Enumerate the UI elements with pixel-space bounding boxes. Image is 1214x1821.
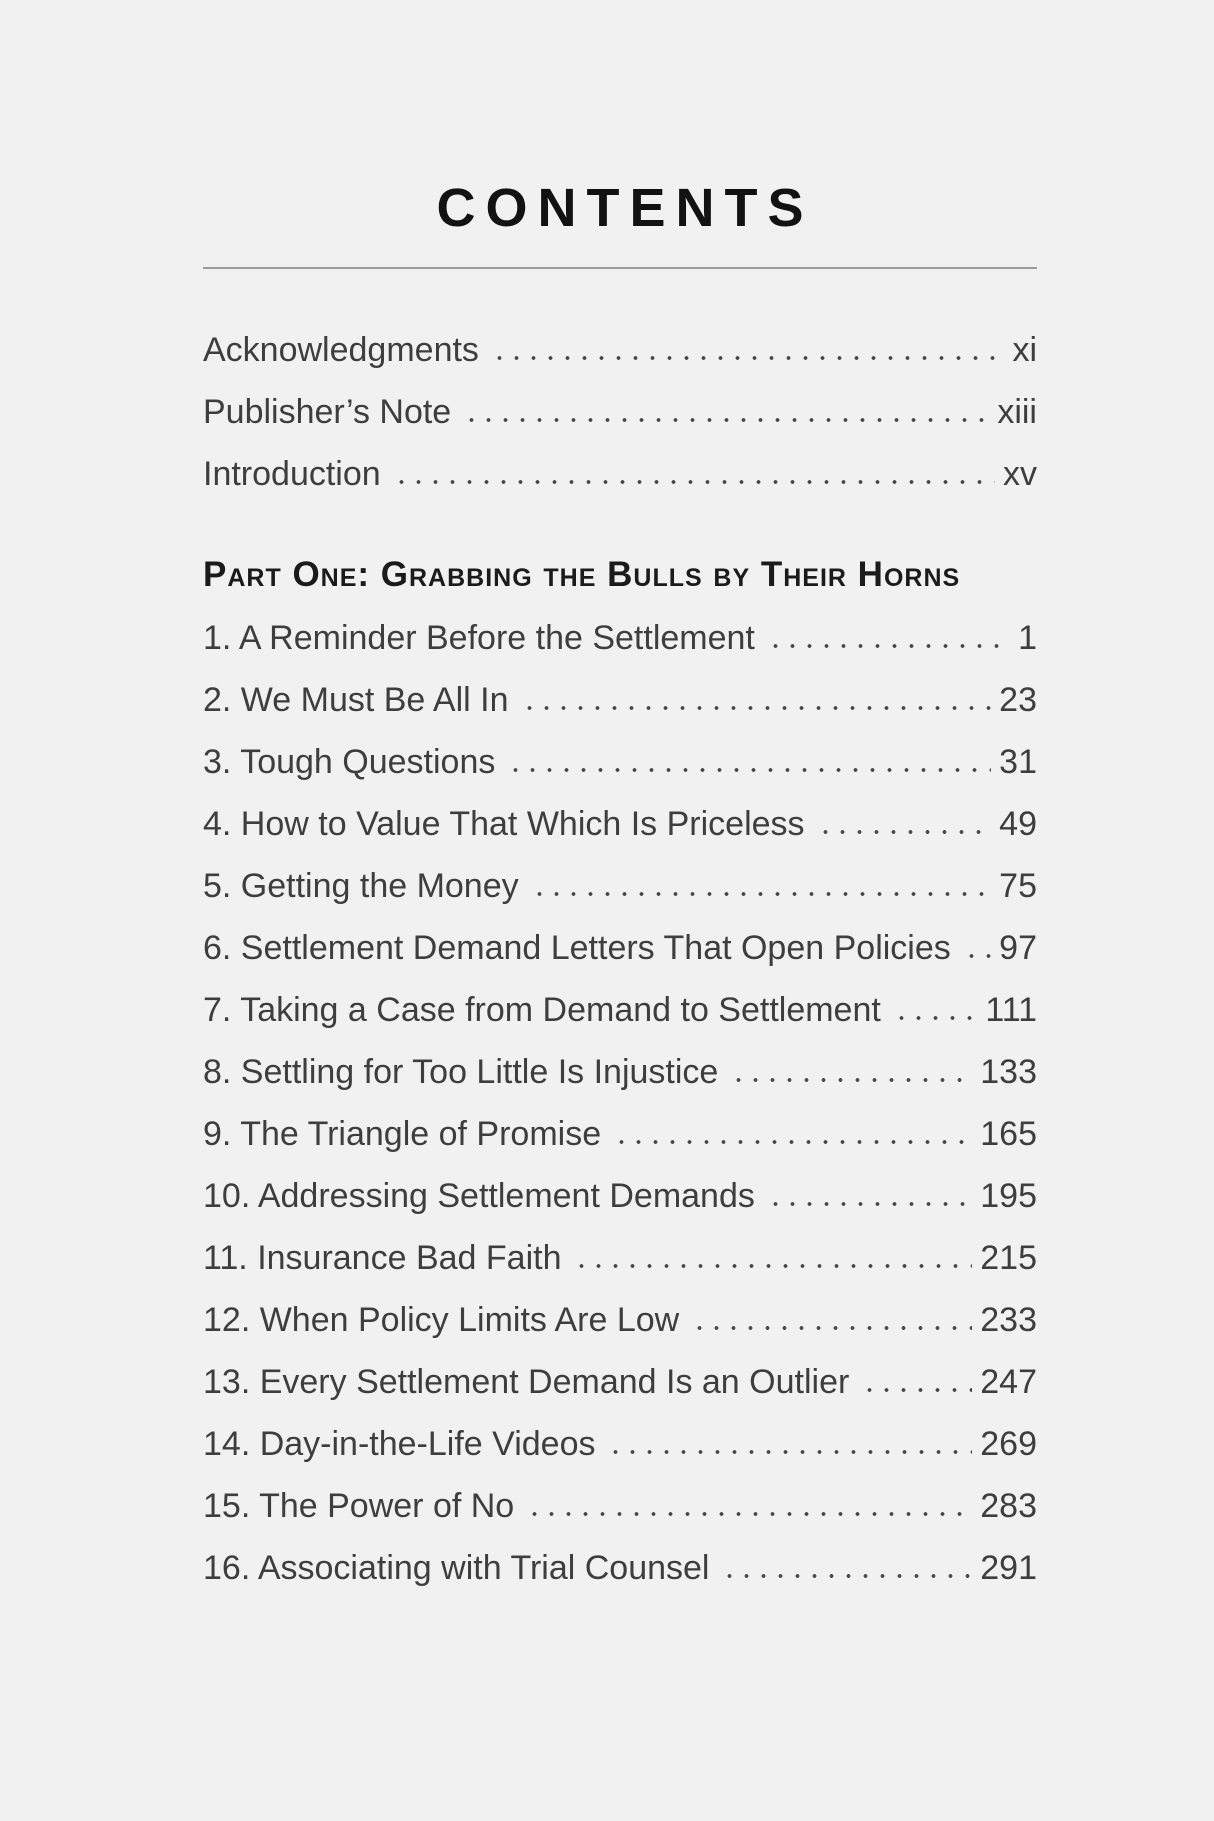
toc-entry-label: 3. Tough Questions (203, 742, 496, 781)
toc-entry-page-number: 97 (999, 928, 1037, 967)
dot-leader (573, 1261, 972, 1269)
toc-entry-page-number: 233 (980, 1300, 1037, 1339)
dot-leader (613, 1137, 972, 1145)
toc-entry-label: 13. Every Settlement Demand Is an Outlier (203, 1362, 850, 1401)
toc-entry-label: 4. How to Value That Which Is Priceless (203, 804, 805, 843)
toc-entry-label: Publisher’s Note (203, 392, 452, 431)
toc-entry-page-number: 49 (999, 804, 1037, 843)
toc-entry-label: 2. We Must Be All In (203, 680, 509, 719)
dot-leader (526, 1509, 972, 1517)
dot-leader (463, 415, 989, 423)
toc-entry (203, 319, 1037, 381)
toc-entry (203, 607, 1037, 669)
toc-entry-label: 5. Getting the Money (203, 866, 519, 905)
dot-leader (963, 951, 991, 959)
toc-entry-label: 12. When Policy Limits Are Low (203, 1300, 680, 1339)
toc-entry-page-number: 283 (980, 1486, 1037, 1525)
toc-entry-label: 7. Taking a Case from Demand to Settlement (203, 990, 881, 1029)
toc-entry-page-number: 291 (980, 1548, 1037, 1587)
toc-entry (203, 1413, 1037, 1475)
toc-entry-page-number: xi (1012, 330, 1037, 369)
toc-entry-page-number: xiii (997, 392, 1037, 431)
toc-entry-label: 8. Settling for Too Little Is Injustice (203, 1052, 719, 1091)
toc-entry-label: Acknowledgments (203, 330, 479, 369)
toc-entry-page-number: xv (1003, 454, 1037, 493)
dot-leader (767, 1199, 972, 1207)
toc-entry-page-number: 111 (985, 990, 1037, 1029)
toc-entry-page-number: 23 (999, 680, 1037, 719)
toc-entry-label: 9. The Triangle of Promise (203, 1114, 602, 1153)
toc-entry (203, 1103, 1037, 1165)
dot-leader (691, 1323, 972, 1331)
toc-entry (203, 979, 1037, 1041)
toc-entry-page-number: 133 (980, 1052, 1037, 1091)
part-one-heading: Part One: Grabbing the Bulls by Their Horns (203, 554, 961, 594)
toc-entry-label: Introduction (203, 454, 381, 493)
title-divider-rule (203, 267, 1037, 269)
dot-leader (893, 1013, 977, 1021)
dot-leader (393, 477, 995, 485)
dot-leader (507, 765, 991, 773)
toc-entry-page-number: 165 (980, 1114, 1037, 1153)
toc-entry-page-number: 269 (980, 1424, 1037, 1463)
dot-leader (861, 1385, 972, 1393)
dot-leader (721, 1571, 972, 1579)
toc-entry (203, 1351, 1037, 1413)
dot-leader (521, 703, 992, 711)
toc-entry-label: 6. Settlement Demand Letters That Open Policies (203, 928, 951, 967)
dot-leader (817, 827, 992, 835)
toc-entry (203, 917, 1037, 979)
toc-entry-label: 15. The Power of No (203, 1486, 515, 1525)
dot-leader (730, 1075, 972, 1083)
contents-title: CONTENTS (436, 178, 814, 238)
toc-entry (203, 1537, 1037, 1599)
toc-entry-page-number: 31 (999, 742, 1037, 781)
toc-entry (203, 443, 1037, 505)
toc-entry-page-number: 215 (980, 1238, 1037, 1277)
toc-entry (203, 669, 1037, 731)
toc-entry (203, 1289, 1037, 1351)
toc-entry-label: 10. Addressing Settlement Demands (203, 1176, 755, 1215)
toc-entry-page-number: 1 (1018, 618, 1037, 657)
toc-entry (203, 381, 1037, 443)
dot-leader (531, 889, 992, 897)
toc-entry (203, 793, 1037, 855)
toc-entry-label: 1. A Reminder Before the Settlement (203, 618, 755, 657)
toc-entry-label: 16. Associating with Trial Counsel (203, 1548, 710, 1587)
toc-entry-label: 11. Insurance Bad Faith (203, 1238, 562, 1277)
chapter-list (203, 607, 1037, 1599)
dot-leader (607, 1447, 972, 1455)
dot-leader (491, 353, 1005, 361)
toc-entry-page-number: 75 (999, 866, 1037, 905)
toc-entry (203, 1475, 1037, 1537)
contents-column (203, 0, 1037, 1599)
toc-entry (203, 1227, 1037, 1289)
toc-entry-page-number: 247 (980, 1362, 1037, 1401)
toc-entry (203, 1041, 1037, 1103)
toc-entry-page-number: 195 (980, 1176, 1037, 1215)
front-matter-list (203, 319, 1037, 505)
toc-entry (203, 855, 1037, 917)
toc-entry-label: 14. Day-in-the-Life Videos (203, 1424, 596, 1463)
toc-entry (203, 1165, 1037, 1227)
toc-entry (203, 731, 1037, 793)
dot-leader (767, 641, 1010, 649)
